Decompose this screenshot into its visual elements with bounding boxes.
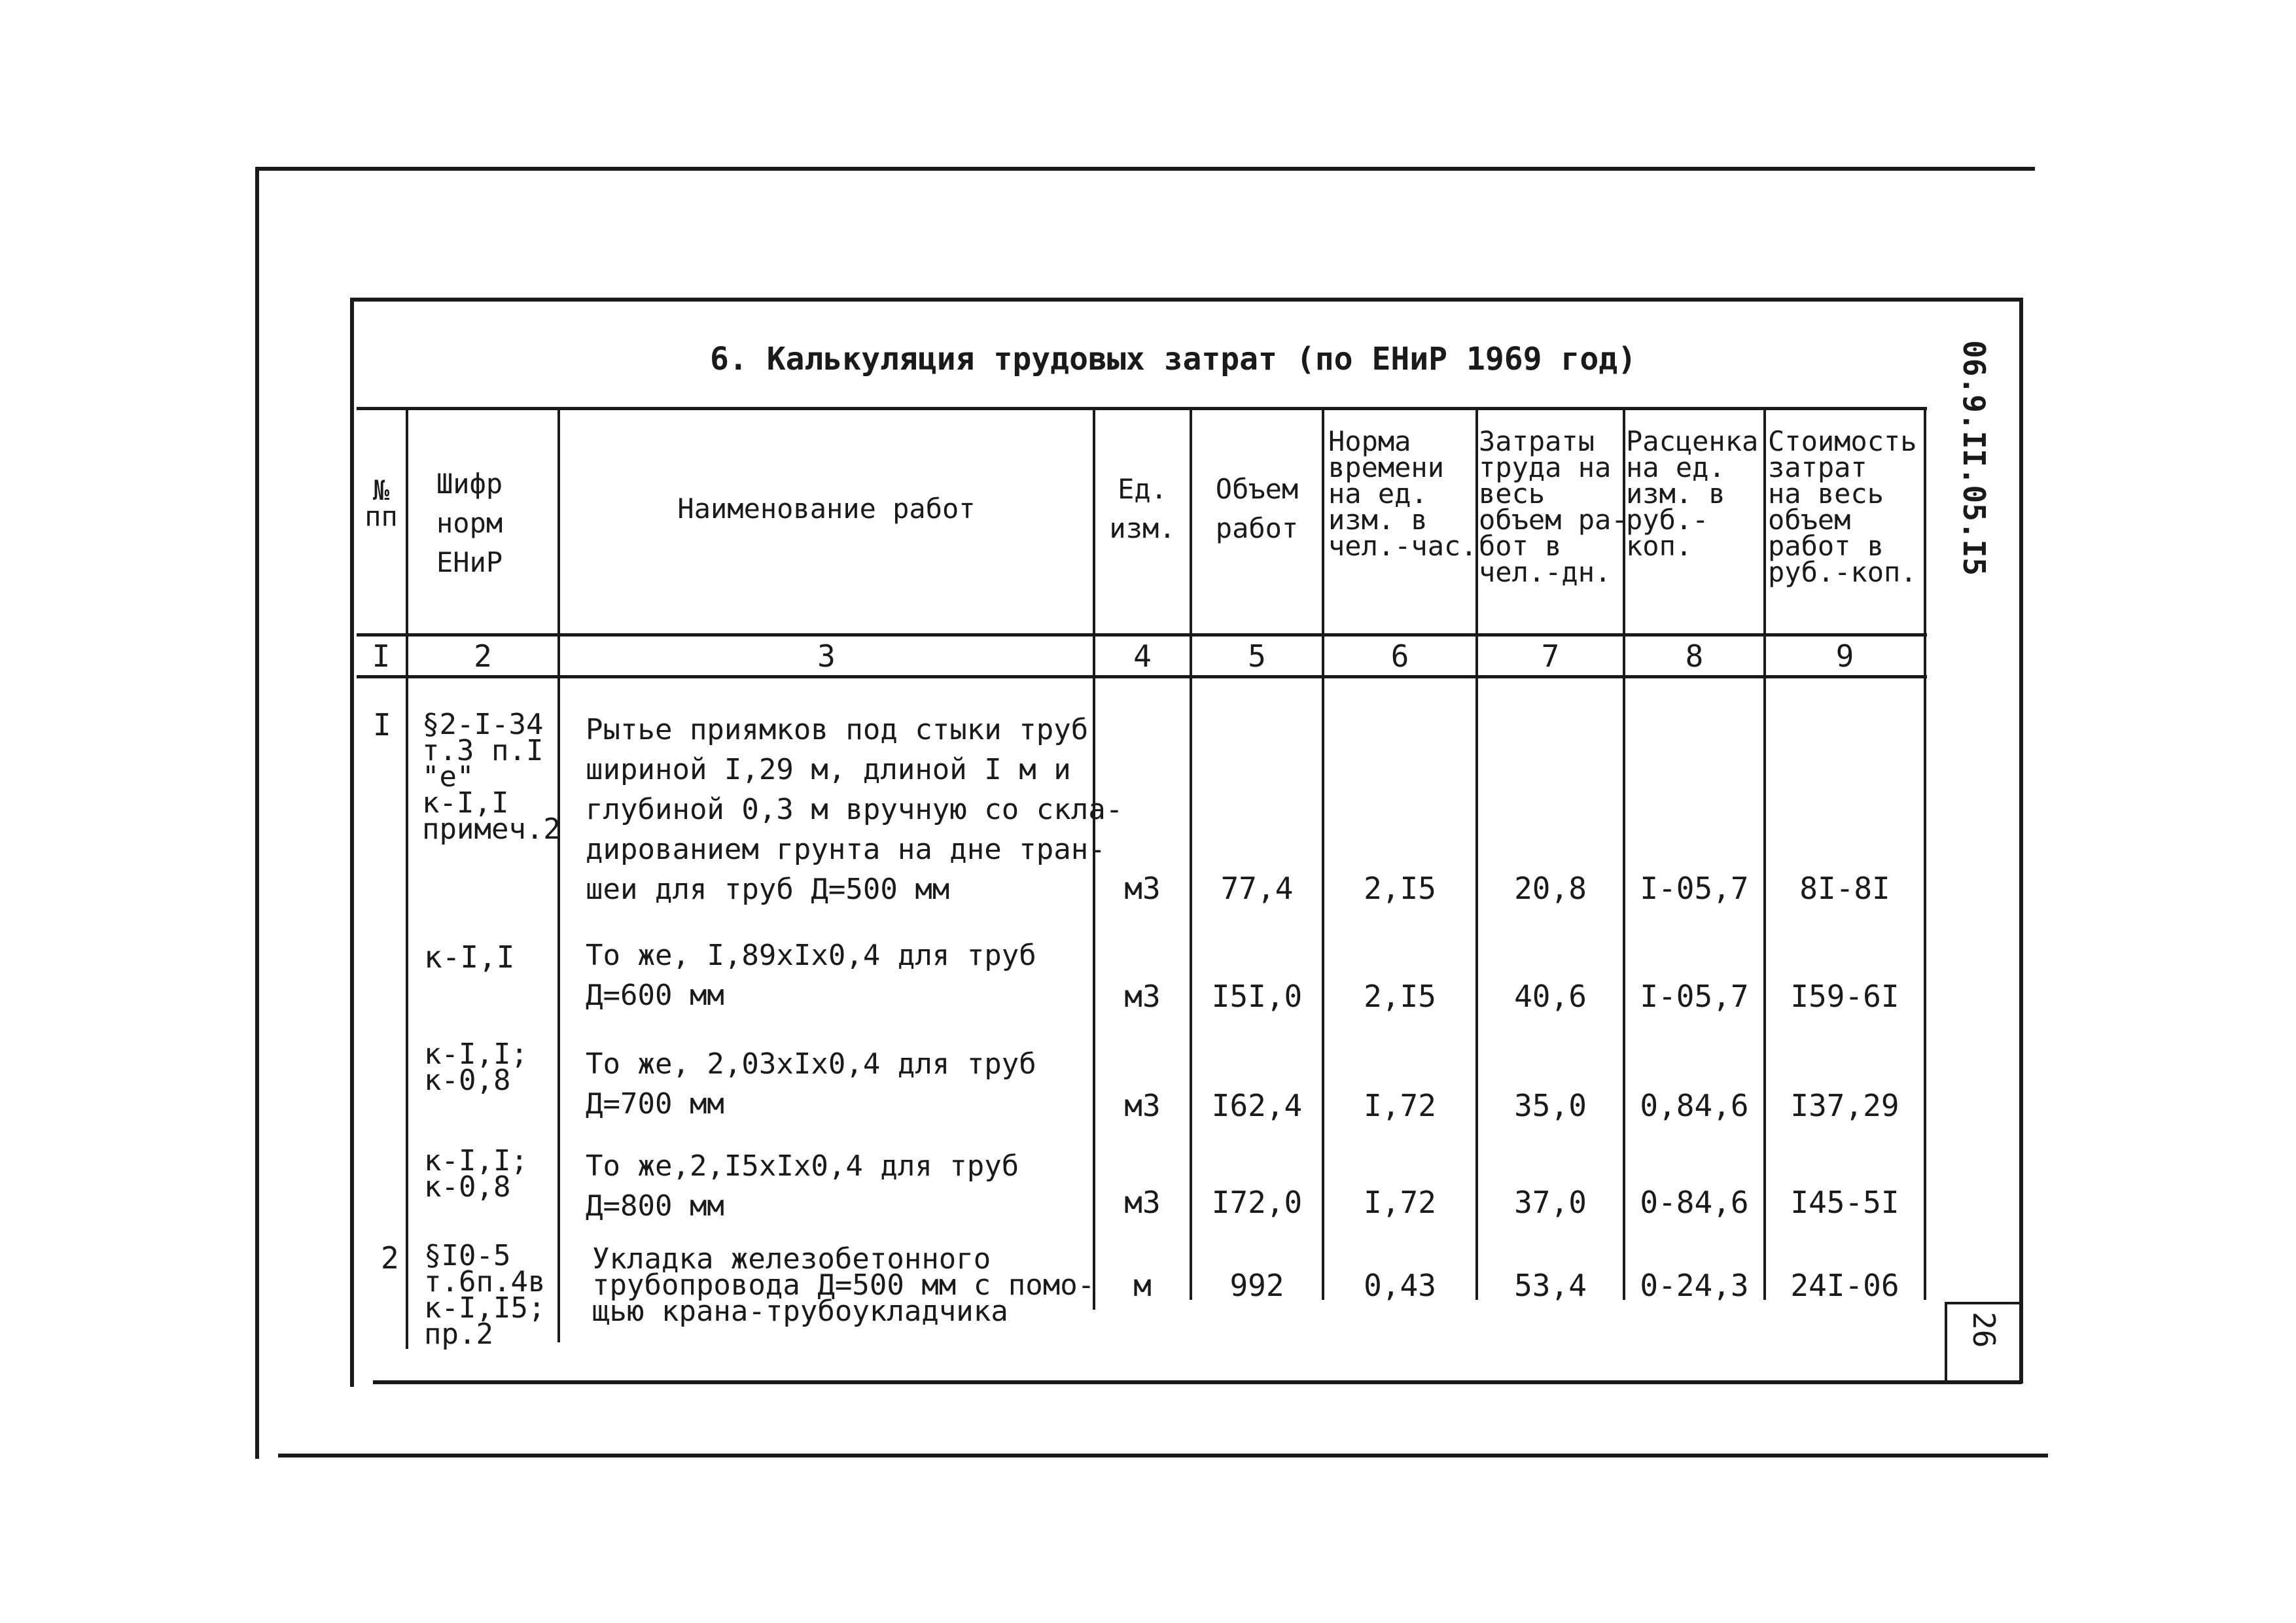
table-frame-bottom [373, 1380, 2022, 1384]
header-cost: Стоимость затрат на весь объем работ в руб.-коп. [1768, 425, 1917, 588]
col-sep-5 [1322, 407, 1324, 1300]
table-row-5-no: 2 [381, 1240, 399, 1276]
page-title: 6. Калькуляция трудовых затрат (по ЕНиР 1969 год) [710, 341, 1637, 377]
table-row-2-labor: 40,6 [1514, 979, 1587, 1014]
table-row-5-volume: 992 [1229, 1268, 1284, 1303]
table-row-3-name: То же, 2,03хIх0,4 для труб Д=700 мм [586, 1047, 1036, 1121]
table-row-5-unit: м [1133, 1268, 1152, 1303]
col-sep-1 [406, 407, 408, 1349]
table-row-5-norm: 0,43 [1364, 1268, 1436, 1303]
table-row-5-cost: 24I-06 [1790, 1268, 1899, 1303]
header-code: Шифр норм ЕНиР [436, 468, 503, 578]
table-row-4-volume: I72,0 [1211, 1185, 1303, 1220]
page-box-top [1945, 1302, 2022, 1304]
table-frame-left [350, 298, 354, 1387]
colnum-3: 3 [817, 638, 836, 674]
table-row-4-cost: I45-5I [1790, 1185, 1899, 1220]
colnum-6: 6 [1390, 638, 1409, 674]
table-row-1-code: §2-I-34 т.3 п.I "е" к-I,I примеч.2 [422, 708, 561, 846]
table-row-1-name: Рытье приямков под стыки труб шириной I,29 м, длиной I м и глубиной 0,3 м вручную со скла- дированием грунта на дне тран- шеи для труб Д=500 мм [586, 713, 1123, 906]
table-row-2-norm: 2,I5 [1364, 979, 1436, 1014]
outer-frame-left [255, 167, 259, 1459]
header-no: № пп [364, 474, 398, 532]
table-frame-top [350, 298, 2022, 302]
header-labor: Затраты труда на весь объем ра- бот в чел.-дн. [1479, 425, 1628, 588]
table-row-2-cost: I59-6I [1790, 979, 1899, 1014]
table-row-1-cost: 8I-8I [1799, 871, 1890, 906]
page-box-left [1945, 1302, 1947, 1384]
header-norm: Норма времени на ед. изм. в чел.-час. [1328, 425, 1477, 562]
table-row-3-cost: I37,29 [1790, 1088, 1899, 1123]
header-volume: Объем работ [1215, 473, 1299, 544]
header-bottom-rule [357, 633, 1927, 637]
table-row-4-name: То же,2,I5хIх0,4 для труб Д=800 мм [586, 1149, 1019, 1223]
table-row-1-norm: 2,I5 [1364, 871, 1436, 906]
table-row-1-unit: м3 [1124, 871, 1161, 906]
table-row-1-labor: 20,8 [1514, 871, 1587, 906]
col-sep-2 [557, 407, 560, 1342]
table-row-5-name: Укладка железобетонного трубопровода Д=500 мм с помо- щью крана-трубоукладчика [592, 1242, 1095, 1328]
table-row-2-code: к-I,I [424, 939, 515, 975]
table-row-3-volume: I62,4 [1211, 1088, 1303, 1123]
table-row-2-rate: I-05,7 [1640, 979, 1749, 1014]
colnum-5: 5 [1248, 638, 1266, 674]
table-row-1-volume: 77,4 [1220, 871, 1294, 906]
document-code: 06.9.II.05.I5 [1956, 340, 1992, 576]
table-row-4-code: к-I,I; к-0,8 [424, 1144, 528, 1204]
colnum-9: 9 [1835, 638, 1854, 674]
table-row-1-rate: I-05,7 [1640, 871, 1749, 906]
table-row-5-rate: 0-24,3 [1640, 1268, 1749, 1303]
outer-frame-top [255, 167, 2035, 171]
colnum-bottom-rule [357, 675, 1927, 678]
colnum-8: 8 [1685, 638, 1704, 674]
header-top-rule [357, 407, 1927, 410]
colnum-2: 2 [474, 638, 492, 674]
table-row-2-unit: м3 [1124, 979, 1161, 1014]
table-row-4-unit: м3 [1124, 1185, 1161, 1220]
colnum-1: I [372, 638, 391, 674]
table-row-5-code: §I0-5 т.6п.4в к-I,I5; пр.2 [424, 1239, 546, 1351]
col-sep-9 [1924, 407, 1926, 1300]
table-row-3-rate: 0,84,6 [1640, 1088, 1749, 1123]
header-unit: Ед. изм. [1109, 473, 1176, 544]
table-frame-right [2019, 298, 2023, 1384]
colnum-4: 4 [1133, 638, 1152, 674]
table-row-3-norm: I,72 [1364, 1088, 1436, 1123]
table-row-5-labor: 53,4 [1514, 1268, 1587, 1303]
table-row-4-labor: 37,0 [1514, 1185, 1587, 1220]
outer-frame-bottom [278, 1454, 2048, 1457]
table-row-3-labor: 35,0 [1514, 1088, 1587, 1123]
table-row-4-rate: 0-84,6 [1640, 1185, 1749, 1220]
table-row-3-unit: м3 [1124, 1088, 1161, 1123]
header-rate: Расценка на ед. изм. в руб.- коп. [1626, 425, 1759, 562]
col-sep-8 [1763, 407, 1766, 1300]
table-row-1-no: I [373, 707, 391, 742]
table-row-2-name: То же, I,89хIх0,4 для труб Д=600 мм [586, 939, 1036, 1012]
header-name: Наименование работ [677, 493, 976, 525]
page-number: 26 [1966, 1312, 2002, 1348]
table-row-4-norm: I,72 [1364, 1185, 1436, 1220]
table-row-3-code: к-I,I; к-0,8 [424, 1038, 528, 1097]
colnum-7: 7 [1541, 638, 1560, 674]
table-row-2-volume: I5I,0 [1211, 979, 1303, 1014]
